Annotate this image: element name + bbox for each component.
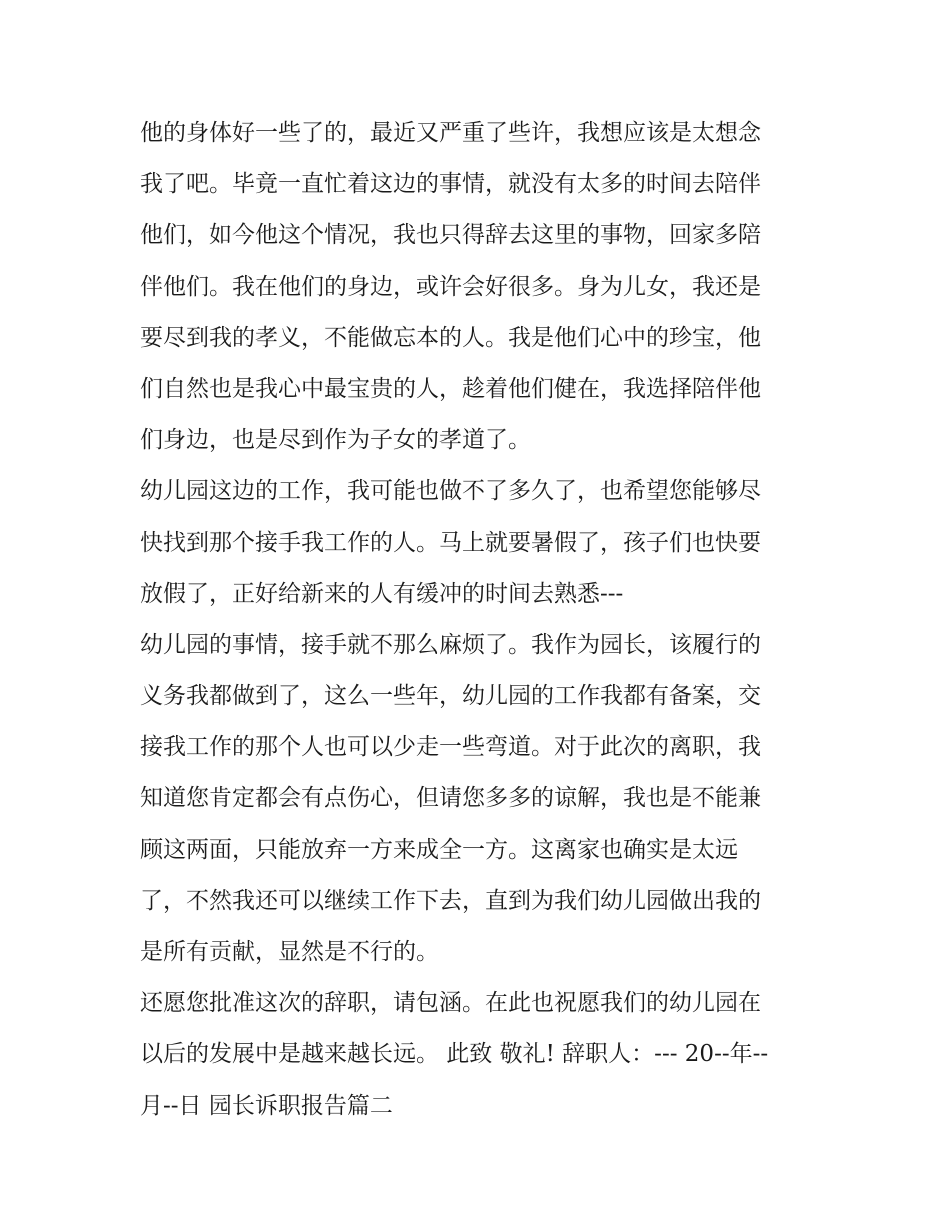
text-line: 是所有贡献，显然是不行的。 [140,939,439,965]
text-line: 顾这两面，只能放弃一方来成全一方。这离家也确实是太远 [140,836,738,863]
text-line: 我了吧。毕竟一直忙着这边的事情，就没有太多的时间去陪伴 [140,171,761,198]
text-line: 接我工作的那个人也可以少走一些弯道。对于此次的离职，我 [140,734,761,761]
text-line: 们自然也是我心中最宝贵的人，趁着他们健在，我选择陪伴他 [140,375,761,402]
text-line: 他们，如今他这个情况，我也只得辞去这里的事物，回家多陪 [140,222,761,249]
body-text [140,108,820,1132]
text-line: 以后的发展中是越来越长远。 此致 敬礼! 辞职人：--- 20--年-- [140,1041,769,1068]
text-line: 要尽到我的孝义，不能做忘本的人。我是他们心中的珍宝，他 [140,324,761,351]
text-line: 快找到那个接手我工作的人。马上就要暑假了，孩子们也快要 [140,529,761,556]
text-line: 知道您肯定都会有点伤心，但请您多多的谅解，我也是不能兼 [140,785,761,812]
text-line: 义务我都做到了，这么一些年，幼儿园的工作我都有备案，交 [140,683,761,710]
text-line: 还愿您批准这次的辞职，请包涵。在此也祝愿我们的幼儿园在 [140,990,761,1017]
text-line: 幼儿园的事情，接手就不那么麻烦了。我作为园长，该履行的 [140,631,761,658]
text-line: 他的身体好一些了的，最近又严重了些许，我想应该是太想念 [140,120,761,146]
text-line: 了，不然我还可以继续工作下去，直到为我们幼儿园做出我的 [140,887,761,914]
text-line: 月--日 园长诉职报告篇二 [140,1092,393,1119]
text-line: 放假了，正好给新来的人有缓冲的时间去熟悉--- [140,580,624,607]
text-line: 幼儿园这边的工作，我可能也做不了多久了，也希望您能够尽 [140,478,761,505]
text-line: 们身边，也是尽到作为子女的孝道了。 [140,427,531,454]
text-line: 伴他们。我在他们的身边，或许会好很多。身为儿女，我还是 [140,273,761,300]
